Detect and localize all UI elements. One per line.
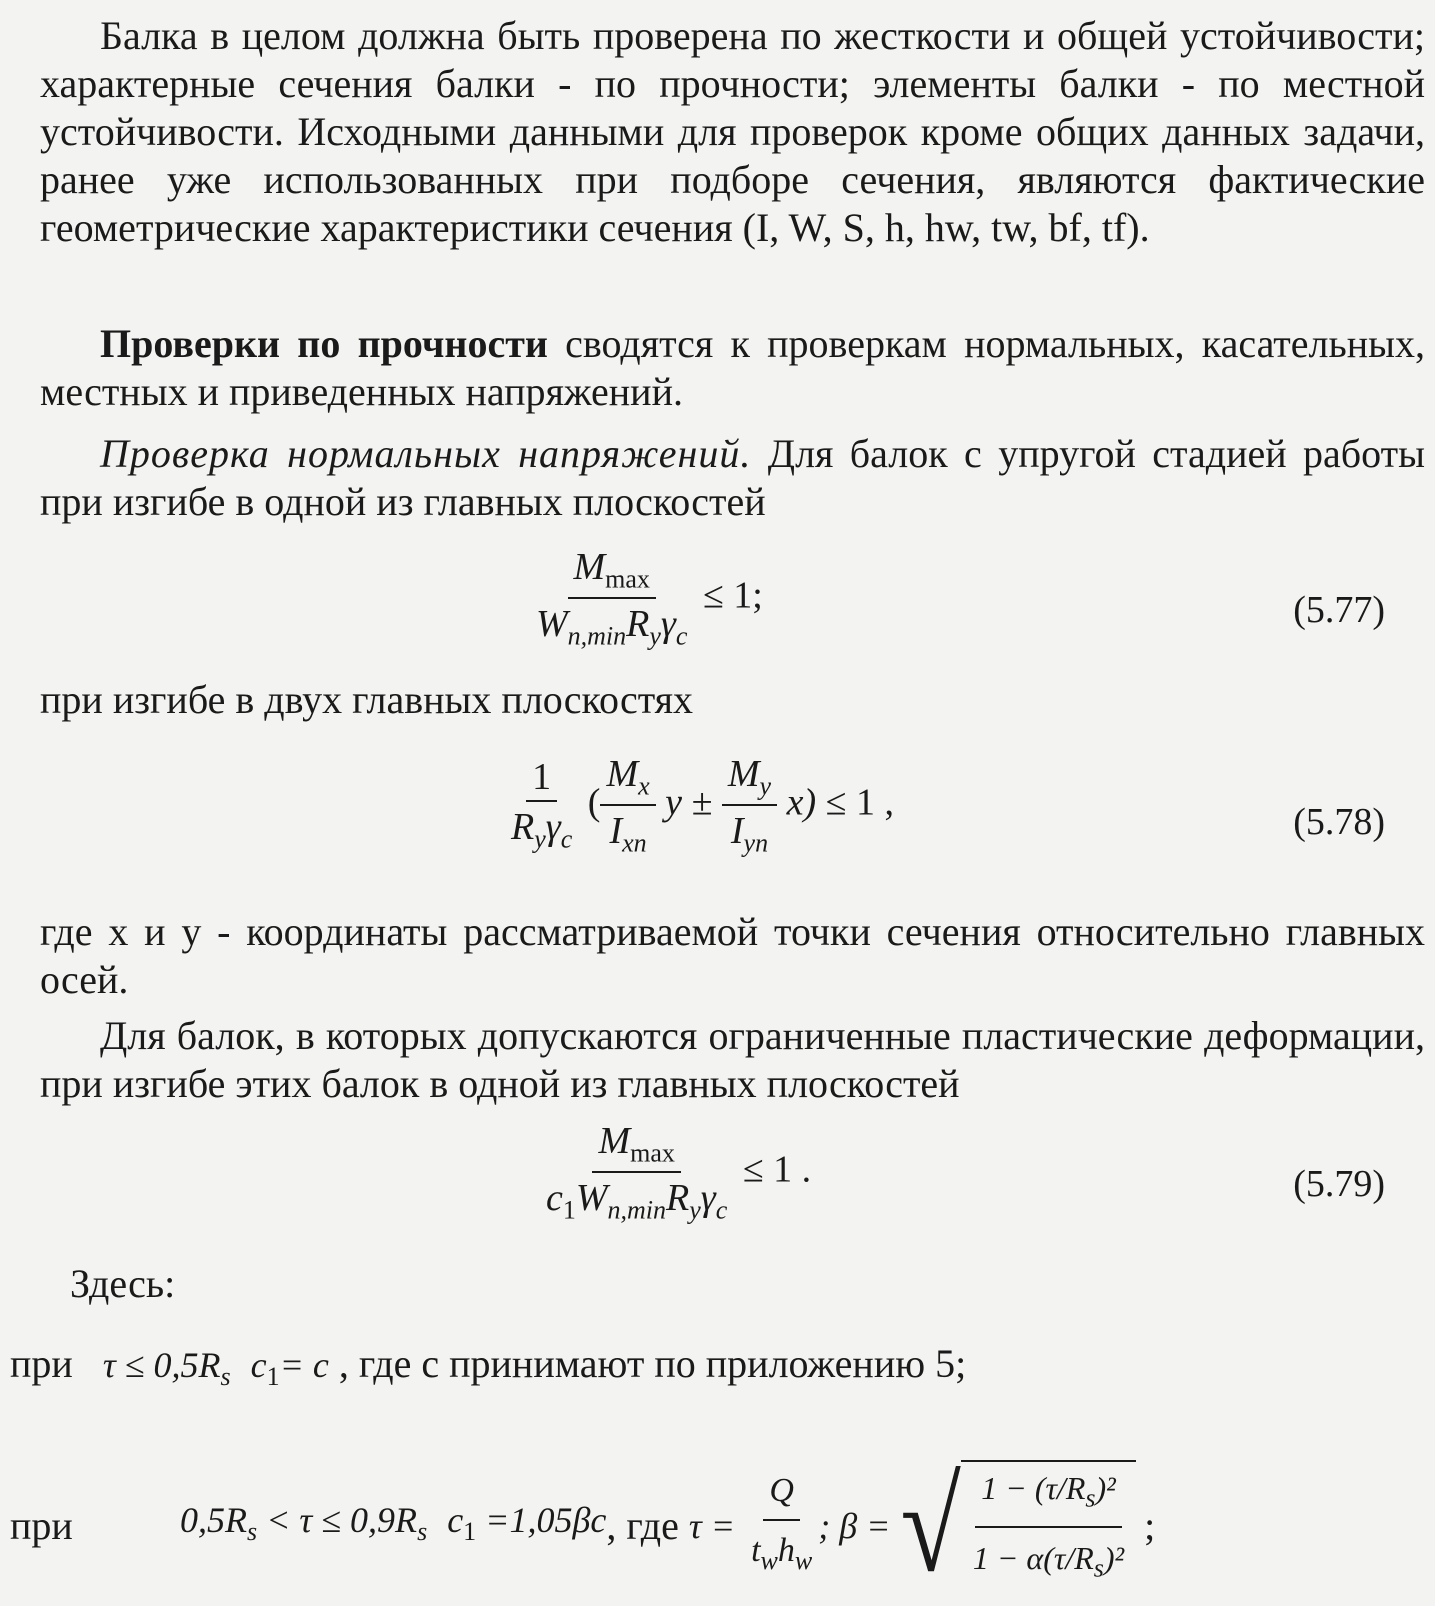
condition-2: при $0,5R_s < \tau \le 0,9R_s$ $c_1 =1,05\beta c$ , где τ = $\frac{Q}{t_wh_w}$ ; β = √ $\frac{1 - (\tau/R_s)^2}{1 - \alpha(\tau/R_s)^2}$ ; — [10, 1453, 1156, 1600]
paragraph-3-text: Для балок с упругой стадией работы при изгибе в одной из главных плоскостей — [40, 431, 1425, 524]
equation-number-5-77: (5.77) — [1293, 589, 1385, 631]
paragraph-3 — [40, 430, 1425, 526]
equation-number-5-78: (5.78) — [1293, 801, 1385, 843]
paragraph-5: где x и y - координаты рассматриваемой точки сечения относительно главных осей. — [40, 909, 1425, 1002]
formula-5-77: $\frac{M_{max}}{W_{n,min}R_y\gamma_c}$ ≤ 1; — [536, 546, 763, 651]
condition-1: при $\tau \le 0,5R_s$ $c_1= c$ , где c принимают по приложению 5; — [10, 1341, 967, 1392]
formula-5-78: $\frac{1}{R_y\gamma_c}$ ( $\frac{M_x}{I_{xn}}$ y ± $\frac{M_y}{I_{yn}}$ x) ≤ 1 , — [511, 753, 894, 858]
paragraph-6: Для балок, в которых допускаются ограниченные пластические деформации, при изгибе этих балок в одной из главных плоскостей — [40, 1013, 1425, 1106]
equation-number-5-79: (5.79) — [1293, 1163, 1385, 1205]
formula-5-79: $\frac{M_{max}}{c_1W_{n,min}R_y\gamma_c}$ ≤ 1 . — [546, 1120, 812, 1225]
paragraph-1: Балка в целом должна быть проверена по жесткости и общей устойчивости; характерные сечения балки - по прочности; элементы балки - по местной устойчивости. Исходными данными для проверок кроме общих данных задачи, ранее уже использованных при подборе сечения, являются фактические геометрические характеристики сечения (I, W, S, h, hw, tw, bf, tf). — [40, 13, 1425, 250]
paragraph-2 — [40, 320, 1425, 416]
paragraph-4: при изгибе в двух главных плоскостях — [40, 677, 694, 722]
sqrt-symbol: √ $\frac{1 - (\tau/R_s)^2}{1 - \alpha(\tau/R_s)^2}$ — [900, 1460, 1136, 1593]
paragraph-2-text: сводятся к проверкам нормальных, касательных, местных и приведенных напряжений. — [40, 321, 1426, 414]
strength-heading: Проверки по прочности — [100, 321, 548, 366]
paragraph-7: Здесь: — [70, 1261, 176, 1306]
normal-stress-heading: Проверка нормальных напряжений. — [100, 431, 752, 476]
